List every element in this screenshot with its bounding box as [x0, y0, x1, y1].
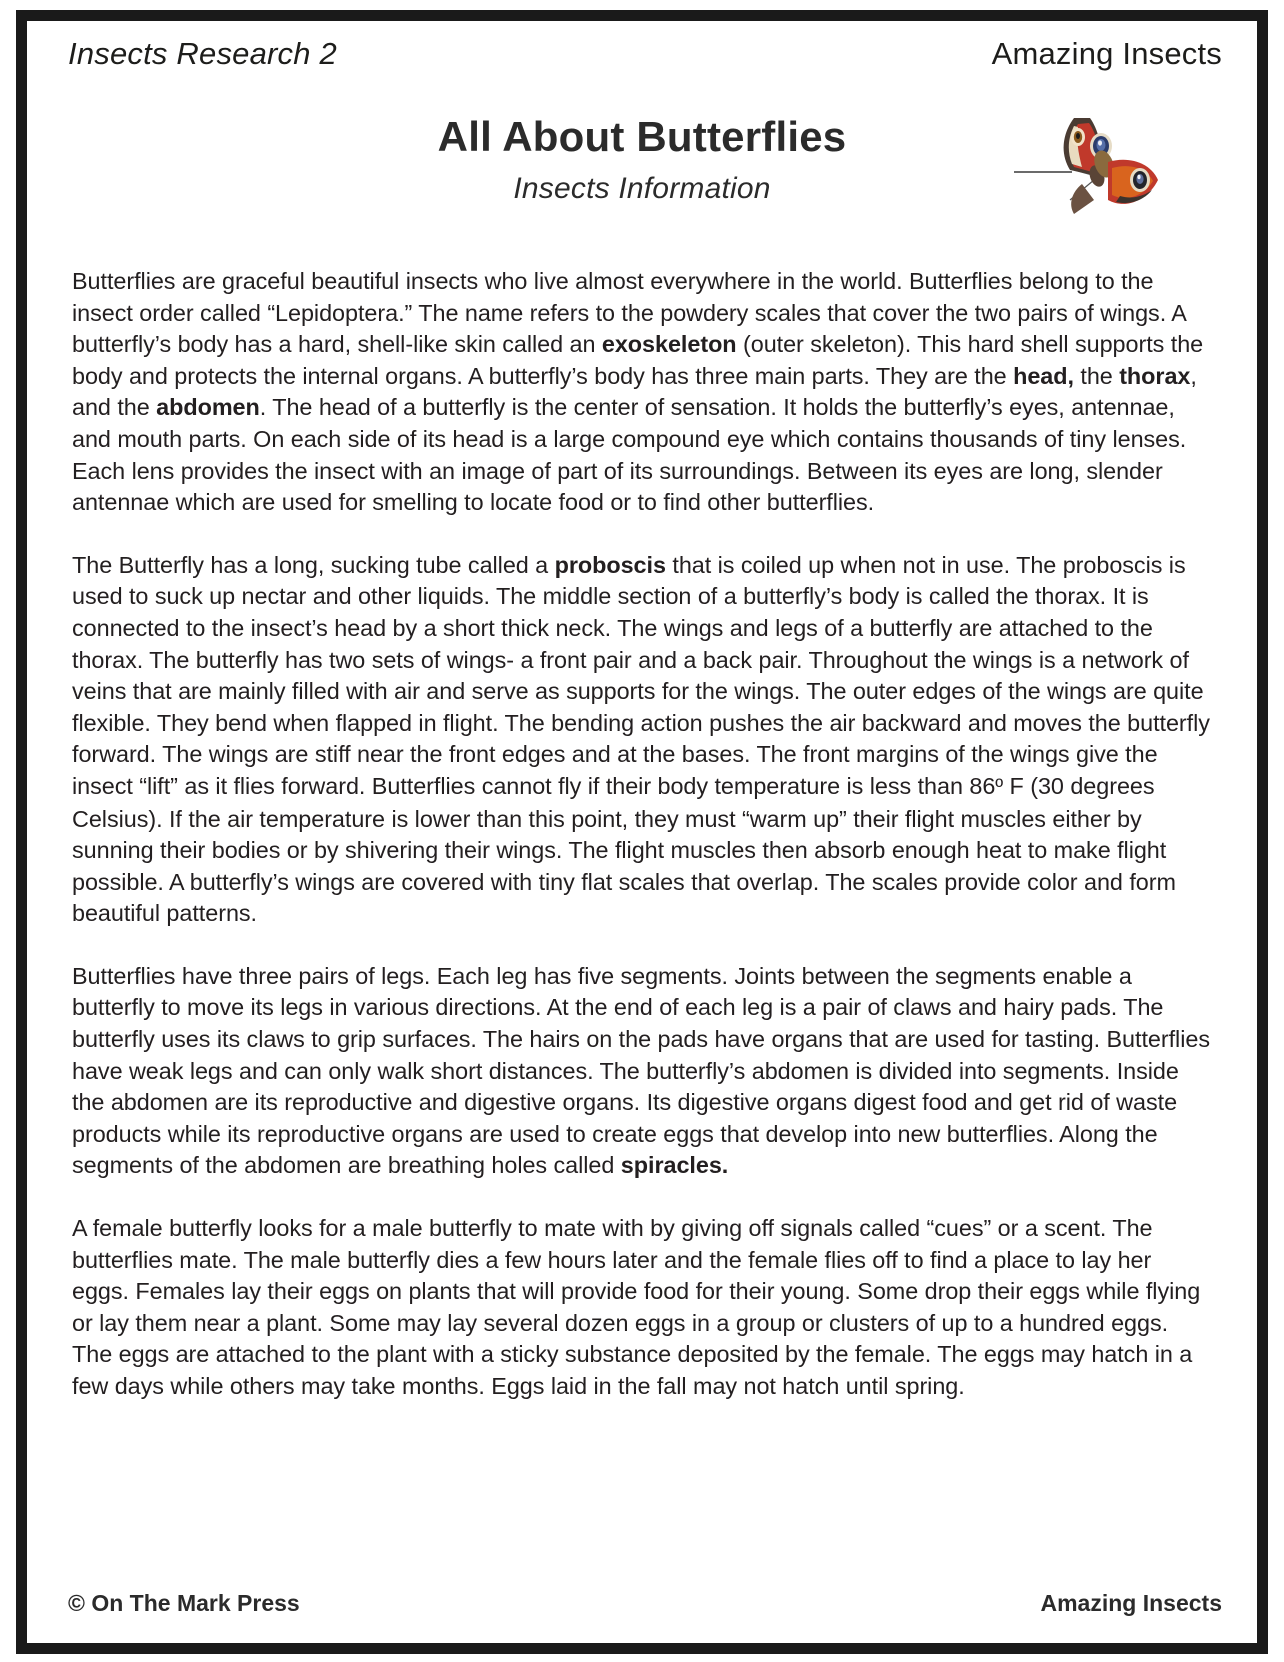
page-header: [60, 36, 1224, 92]
p2-text-a: The Butterfly has a long, sucking tube called a: [72, 551, 555, 578]
degree-ordinal-symbol: º: [995, 774, 1004, 799]
paragraph-3: [72, 961, 1212, 1182]
page-subtitle: Insects Information: [513, 172, 771, 206]
article-body: [60, 266, 1224, 1403]
page-footer: [60, 1590, 1224, 1620]
term-spiracles: spiracles.: [620, 1152, 729, 1179]
paragraph-2: [72, 550, 1212, 930]
p3-text-a: Butterflies have three pairs of legs. Each leg has five segments. Joints between the segments enable a butterfly to move its legs in various directions. At the end of each leg is a pair of claws and hairy pads. The butterfly uses its claws to grip surfaces. The hairs on the pads have organs that are used for tasting. Butterflies have weak legs and can only walk short distances. The butterfly’s abdomen is divided into segments. Inside the abdomen are its reproductive and digestive organs. Its digestive organs digest food and get rid of waste products while its reproductive organs are used to create eggs that develop into new butterflies. Along the segments of the abdomen are breathing holes called: [72, 962, 1210, 1179]
p1-text-b: (outer skeleton). This hard shell supports the body and protects the internal organs. A butterfly’s body has three main parts. They are the: [72, 331, 1204, 389]
header-left-label: Insects Research 2: [68, 36, 337, 71]
title-block: [60, 114, 1224, 244]
paragraph-4: A female butterfly looks for a male butterfly to mate with by giving off signals called “cues” or a scent. The butterflies mate. The male butterfly dies a few hours later and the female flies off to find a place to lay her eggs. Females lay their eggs on plants that will provide food for their young. Some drop their eggs while flying or lay them near a plant. Some may lay several dozen eggs in a group or clusters of up to a hundred eggs. The eggs are attached to the plant with a sticky substance deposited by the female. The eggs may hatch in a few days while others may take months. Eggs laid in the fall may not hatch until spring.: [72, 1215, 1201, 1399]
term-proboscis: proboscis: [554, 551, 666, 578]
footer-right-label: Amazing Insects: [1040, 1590, 1222, 1616]
p2-text-c: F (30 degrees Celsius). If the air temperature is lower than this point, they must “warm up” their flight muscles either by sunning their bodies or by shivering their wings. The flight muscles then absorb enough heat to make flight possible. A butterfly’s wings are covered with tiny flat scales that overlap. The scales provide color and form beautiful patterns.: [72, 772, 1176, 927]
term-exoskeleton: exoskeleton: [601, 331, 737, 358]
p1-text-a: Butterflies are graceful beautiful insects who live almost everywhere in the world. Butterflies belong to the insect order called “Lepidoptera.” The name refers to the powdery scales that cover the two pairs of wings. A butterfly’s body has a hard, shell-like skin called an: [72, 268, 1186, 358]
p1-text-c: the: [1073, 362, 1120, 389]
term-abdomen: abdomen: [156, 394, 260, 421]
copyright-label: © On The Mark Press: [68, 1590, 300, 1616]
p1-text-e: . The head of a butterfly is the center of sensation. It holds the butterfly’s eyes, antennae, and mouth parts. On each side of its head is a large compound eye which contains thousands of tiny lenses. Each lens provides the insect with an image of part of its surroundings. Between its eyes are long, slender antennae which are used for smelling to locate food or to find other butterflies.: [72, 394, 1187, 516]
p1-text-d: , and the: [72, 362, 1197, 421]
term-thorax: thorax: [1119, 362, 1191, 389]
page-title: All About Butterflies: [437, 113, 847, 160]
p2-text-b: that is coiled up when not in use. The proboscis is used to suck up nectar and other liquids. The middle section of a butterfly’s body is called the thorax. It is connected to the insect’s head by a short thick neck. The wings and legs of a butterfly are attached to the thorax. The butterfly has two sets of wings- a front pair and a back pair. Throughout the wings is a network of veins that are mainly filled with air and serve as supports for the wings. The outer edges of the wings are quite flexible. They bend when flapped in flight. The bending action pushes the air backward and moves the butterfly forward. The wings are stiff near the front edges and at the bases. The front margins of the wings give the insect “lift” as it flies forward. Butterflies cannot fly if their body temperature is less than 86: [72, 551, 1210, 799]
term-head: head,: [1013, 362, 1074, 389]
peacock-butterfly-icon: [1012, 96, 1162, 226]
page-content: [60, 36, 1224, 1632]
paragraph-1: [72, 266, 1212, 519]
header-right-label: Amazing Insects: [991, 36, 1222, 71]
